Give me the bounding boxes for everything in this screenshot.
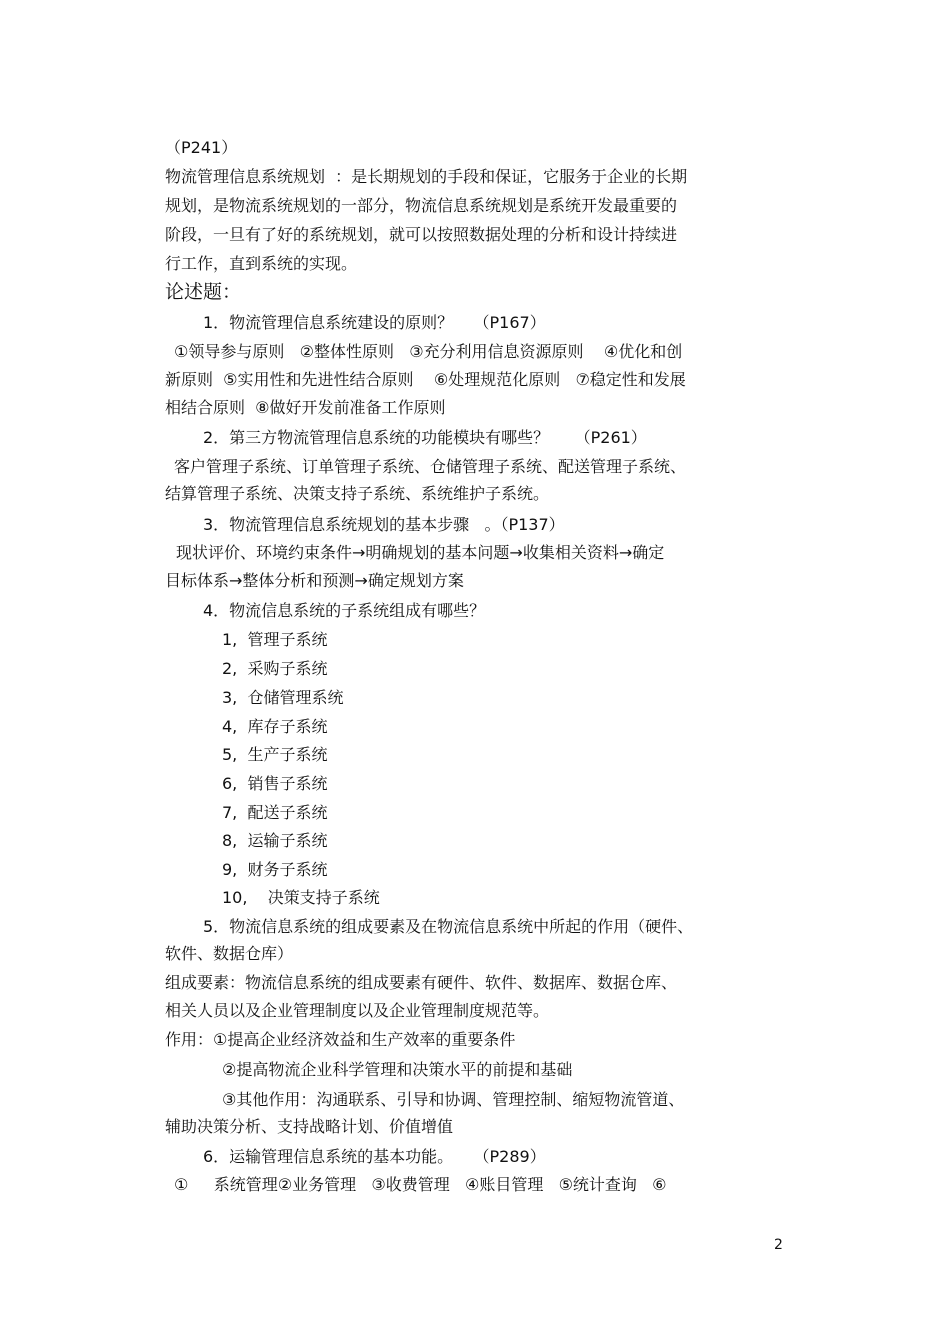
- question-heading: 1．物流管理信息系统建设的原则？ （P167）: [203, 313, 546, 332]
- text-line: 相结合原则 ⑧做好开发前准备工作原则: [165, 398, 446, 417]
- list-item: 6, 销售子系统: [222, 774, 328, 793]
- text-line: ②提高物流企业科学管理和决策水平的前提和基础: [222, 1060, 573, 1079]
- list-item: 4, 库存子系统: [222, 717, 328, 736]
- text-line: ③其他作用：沟通联系、引导和协调、管理控制、缩短物流管道、: [222, 1090, 685, 1109]
- text-line: 行工作，直到系统的实现。: [165, 254, 358, 273]
- question-heading: 2．第三方物流管理信息系统的功能模块有哪些？ （P261）: [203, 428, 647, 447]
- list-item: 3, 仓储管理系统: [222, 688, 344, 707]
- section-heading: 论述题：: [165, 281, 242, 303]
- text-line: 阶段，一旦有了好的系统规划，就可以按照数据处理的分析和设计持续进: [165, 225, 678, 244]
- list-item: 8, 运输子系统: [222, 831, 328, 850]
- list-item: 2, 采购子系统: [222, 659, 328, 678]
- text-line: 组成要素：物流信息系统的组成要素有硬件、软件、数据库、数据仓库、: [165, 973, 678, 992]
- question-heading: 5．物流信息系统的组成要素及在物流信息系统中所起的作用（硬件、: [203, 917, 694, 936]
- text-line: 目标体系→整体分析和预测→确定规划方案: [165, 571, 464, 590]
- text-line: 软件、数据仓库）: [165, 944, 294, 963]
- text-line: 结算管理子系统、决策支持子系统、系统维护子系统。: [165, 484, 550, 503]
- text-line: 新原则 ⑤实用性和先进性结合原则 ⑥处理规范化原则 ⑦稳定性和发展: [165, 370, 686, 389]
- text-line: 物流管理信息系统规划 ：是长期规划的手段和保证，它服务于企业的长期: [165, 167, 688, 186]
- list-item: 1, 管理子系统: [222, 630, 328, 649]
- text-line: 现状评价、环境约束条件→明确规划的基本问题→收集相关资料→确定: [176, 543, 665, 562]
- list-item: 7, 配送子系统: [222, 803, 328, 822]
- text-line: 相关人员以及企业管理制度以及企业管理制度规范等。: [165, 1001, 550, 1020]
- text-line: （P241）: [165, 138, 238, 157]
- text-line: 规划，是物流系统规划的一部分，物流信息系统规划是系统开发最重要的: [165, 196, 678, 215]
- page-number: 2: [774, 1237, 783, 1253]
- text-line: 作用：①提高企业经济效益和生产效率的重要条件: [165, 1030, 516, 1049]
- list-item: 9, 财务子系统: [222, 860, 328, 879]
- question-heading: 6．运输管理信息系统的基本功能。 （P289）: [203, 1147, 546, 1166]
- list-item: 10, 决策支持子系统: [222, 888, 380, 907]
- text-line: 辅助决策分析、支持战略计划、价值增值: [165, 1117, 454, 1136]
- list-item: 5, 生产子系统: [222, 745, 328, 764]
- text-line: ① 系统管理②业务管理 ③收费管理 ④账目管理 ⑤统计查询 ⑥: [174, 1175, 667, 1194]
- question-heading: 4．物流信息系统的子系统组成有哪些？: [203, 601, 486, 620]
- question-heading: 3．物流管理信息系统规划的基本步骤 。（P137）: [203, 515, 565, 534]
- text-line: ①领导参与原则 ②整体性原则 ③充分利用信息资源原则 ④优化和创: [174, 342, 683, 361]
- text-line: 客户管理子系统、订单管理子系统、仓储管理子系统、配送管理子系统、: [174, 457, 687, 476]
